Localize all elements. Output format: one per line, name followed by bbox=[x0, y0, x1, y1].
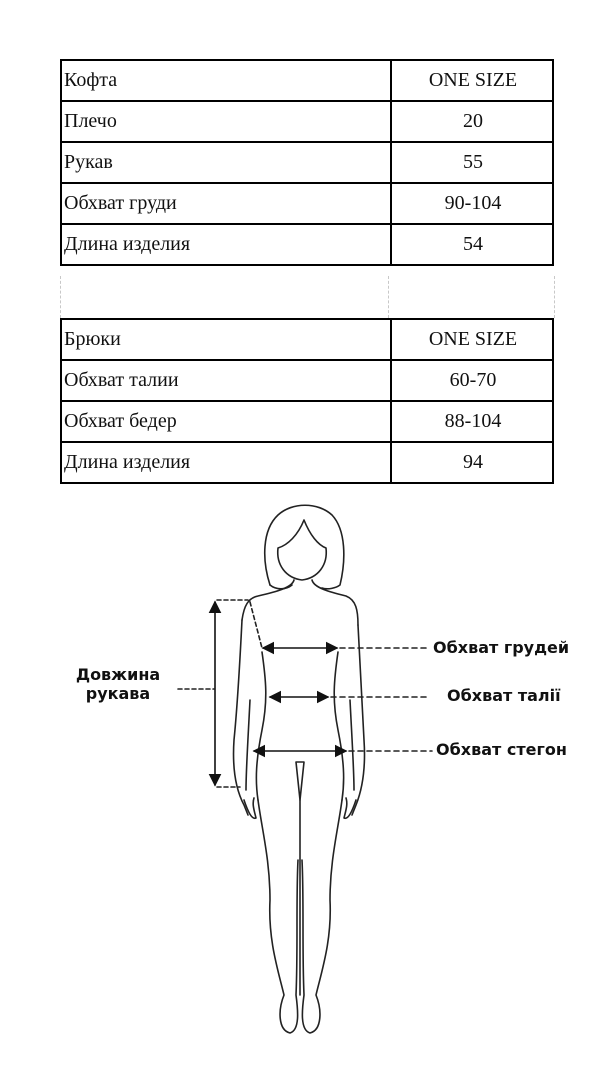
gridline bbox=[554, 276, 555, 318]
female-silhouette-icon bbox=[0, 500, 600, 1061]
measure-value: 55 bbox=[391, 142, 553, 183]
table-spacer-gridlines bbox=[60, 276, 554, 318]
gridline bbox=[388, 276, 389, 318]
top-size-table bbox=[60, 59, 554, 266]
measure-label: Рукав bbox=[61, 142, 391, 183]
gridline bbox=[60, 276, 61, 318]
measure-value: 94 bbox=[391, 442, 553, 483]
sleeve-length-label bbox=[70, 665, 166, 703]
size-header-cell: ONE SIZE bbox=[391, 60, 553, 101]
measure-value: 88-104 bbox=[391, 401, 553, 442]
body-measurement-figure bbox=[0, 500, 600, 1061]
chest-label: Обхват грудей bbox=[433, 638, 570, 657]
size-header-cell: ONE SIZE bbox=[391, 319, 553, 360]
table-row bbox=[61, 183, 553, 224]
measure-label: Плечо bbox=[61, 101, 391, 142]
table-row bbox=[61, 224, 553, 265]
table-row bbox=[61, 360, 553, 401]
table-row bbox=[61, 401, 553, 442]
table-title-cell: Кофта bbox=[61, 60, 391, 101]
pants-size-table bbox=[60, 318, 554, 484]
table-title-cell: Брюки bbox=[61, 319, 391, 360]
measure-value: 60-70 bbox=[391, 360, 553, 401]
measure-value: 90-104 bbox=[391, 183, 553, 224]
measure-label: Обхват талии bbox=[61, 360, 391, 401]
measure-label: Длина изделия bbox=[61, 224, 391, 265]
measure-label: Обхват бедер bbox=[61, 401, 391, 442]
measure-label: Обхват груди bbox=[61, 183, 391, 224]
waist-label: Обхват талії bbox=[447, 686, 561, 705]
table-header-row bbox=[61, 319, 553, 360]
measure-value: 54 bbox=[391, 224, 553, 265]
table-row bbox=[61, 101, 553, 142]
table-row bbox=[61, 142, 553, 183]
hips-label: Обхват стегон bbox=[436, 740, 567, 759]
sleeve-length-line2: рукава bbox=[85, 684, 151, 703]
sleeve-length-line1: Довжина bbox=[75, 665, 161, 684]
table-row bbox=[61, 442, 553, 483]
table-header-row bbox=[61, 60, 553, 101]
measure-label: Длина изделия bbox=[61, 442, 391, 483]
measure-value: 20 bbox=[391, 101, 553, 142]
